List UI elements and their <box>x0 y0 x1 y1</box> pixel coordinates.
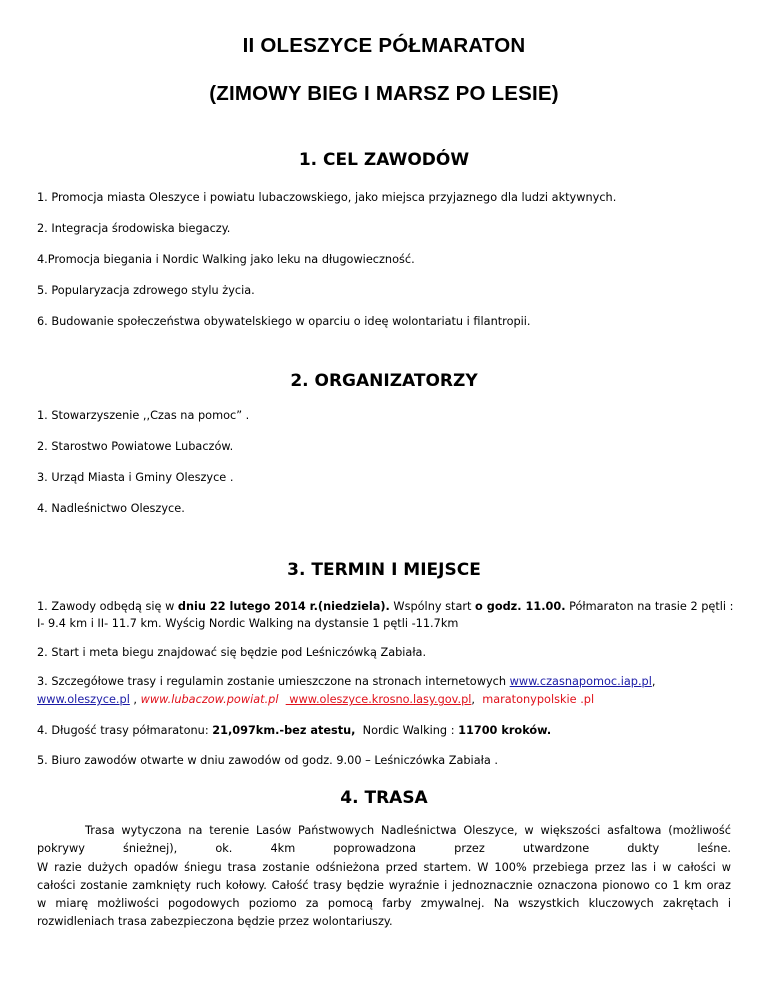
org-item-1: 1. Stowarzyszenie ,,Czas na pomoc” . <box>37 409 250 422</box>
separator <box>278 693 285 706</box>
termin-p4-text-c: Nordic Walking : <box>355 724 459 737</box>
document-title: II OLESZYCE PÓŁMARATON <box>242 34 526 57</box>
termin-paragraph-1 <box>37 598 734 616</box>
section-heading-trasa: 4. TRASA <box>340 788 428 808</box>
section-heading-termin: 3. TERMIN I MIEJSCE <box>287 560 481 580</box>
link-lubaczow-powiat[interactable]: www.lubaczow.powiat.pl <box>140 693 279 706</box>
trasa-line-3: W razie dużych opadów śniegu trasa zostanie odśnieżona przed startem. W 100% przebiega przez las i w całości w <box>37 860 731 874</box>
separator: , <box>471 693 483 706</box>
org-item-4: 4. Nadleśnictwo Oleszyce. <box>37 502 185 515</box>
termin-p4-steps: 11700 kroków. <box>458 724 552 737</box>
link-oleszyce[interactable]: www.oleszyce.pl <box>37 693 130 706</box>
termin-paragraph-5: 5. Biuro zawodów otwarte w dniu zawodów od godz. 9.00 – Leśniczówka Zabiała . <box>37 754 498 767</box>
section-heading-organizatorzy: 2. ORGANIZATORZY <box>290 371 478 391</box>
termin-p3-text: 3. Szczegółowe trasy i regulamin zostanie umieszczone na stronach internetowych <box>37 675 510 688</box>
link-czasnapomoc[interactable]: www.czasnapomoc.iap.pl <box>509 675 652 688</box>
cel-item-3: 4.Promocja biegania i Nordic Walking jako leku na długowieczność. <box>37 253 415 266</box>
trasa-line-5: w miarę możliwości pogodowych poziomo za pomocą farby zmywalnej. Na wszystkich kluczowych zakrętach i <box>37 897 731 911</box>
cel-item-5: 6. Budowanie społeczeństwa obywatelskiego w oparciu o ideę wolontariatu i filantropii. <box>37 315 531 328</box>
trasa-paragraph <box>37 822 731 932</box>
termin-paragraph-2: 2. Start i meta biegu znajdować się będzie pod Leśniczówką Zabiała. <box>37 646 427 659</box>
termin-paragraph-4 <box>37 722 731 740</box>
trasa-line-4: całości zostanie zamknięty ruch kołowy. Całość trasy będzie wyraźnie i jednoznacznie oznaczona pionowo co 1 km oraz <box>37 878 731 892</box>
section-heading-cel: 1. CEL ZAWODÓW <box>298 150 470 170</box>
termin-p1-line2: I- 9.4 km i II- 11.7 km. Wyścig Nordic Walking na dystansie 1 pętli -11.7km <box>37 617 459 630</box>
cel-item-4: 5. Popularyzacja zdrowego stylu życia. <box>37 284 255 297</box>
termin-p1-text-e: Półmaraton na trasie 2 pętli : <box>565 600 734 613</box>
separator: , <box>129 693 141 706</box>
termin-p1-date: dniu 22 lutego 2014 r.(niedziela). <box>177 600 390 613</box>
org-item-2: 2. Starostwo Powiatowe Lubaczów. <box>37 440 234 453</box>
trasa-line-2: pokrywy śnieżnej), ok. 4km poprowadzona przez utwardzone dukty leśne. <box>37 842 731 856</box>
trasa-line-6: rozwidleniach trasa zabezpieczona będzie przez wolontariuszy. <box>37 915 393 929</box>
termin-p4-text-a: 4. Długość trasy półmaratonu: <box>37 724 213 737</box>
termin-p3-line2 <box>37 691 731 709</box>
comma: , <box>651 675 656 688</box>
termin-paragraph-3 <box>37 673 731 691</box>
termin-p1-time: o godz. 11.00. <box>475 600 566 613</box>
cel-item-2: 2. Integracja środowiska biegaczy. <box>37 222 231 235</box>
cel-item-1: 1. Promocja miasta Oleszyce i powiatu lubaczowskiego, jako miejsca przyjaznego dla ludzi aktywnych. <box>37 191 617 204</box>
link-lasy-gov[interactable]: www.oleszyce.krosno.lasy.gov.pl <box>285 693 472 706</box>
termin-p1-text-a: 1. Zawody odbędą się w <box>37 600 178 613</box>
org-item-3: 3. Urząd Miasta i Gminy Oleszyce . <box>37 471 234 484</box>
termin-p4-distance: 21,097km.-bez atestu, <box>212 724 356 737</box>
trasa-line-1: Trasa wytyczona na terenie Lasów Państwowych Nadleśnictwa Oleszyce, w większości asfaltowa (możliwość <box>85 824 731 837</box>
termin-p1-text-c: Wspólny start <box>389 600 476 613</box>
document-subtitle: (ZIMOWY BIEG I MARSZ PO LESIE) <box>209 82 559 105</box>
link-maratonypolskie[interactable]: maratonypolskie .pl <box>482 693 595 706</box>
